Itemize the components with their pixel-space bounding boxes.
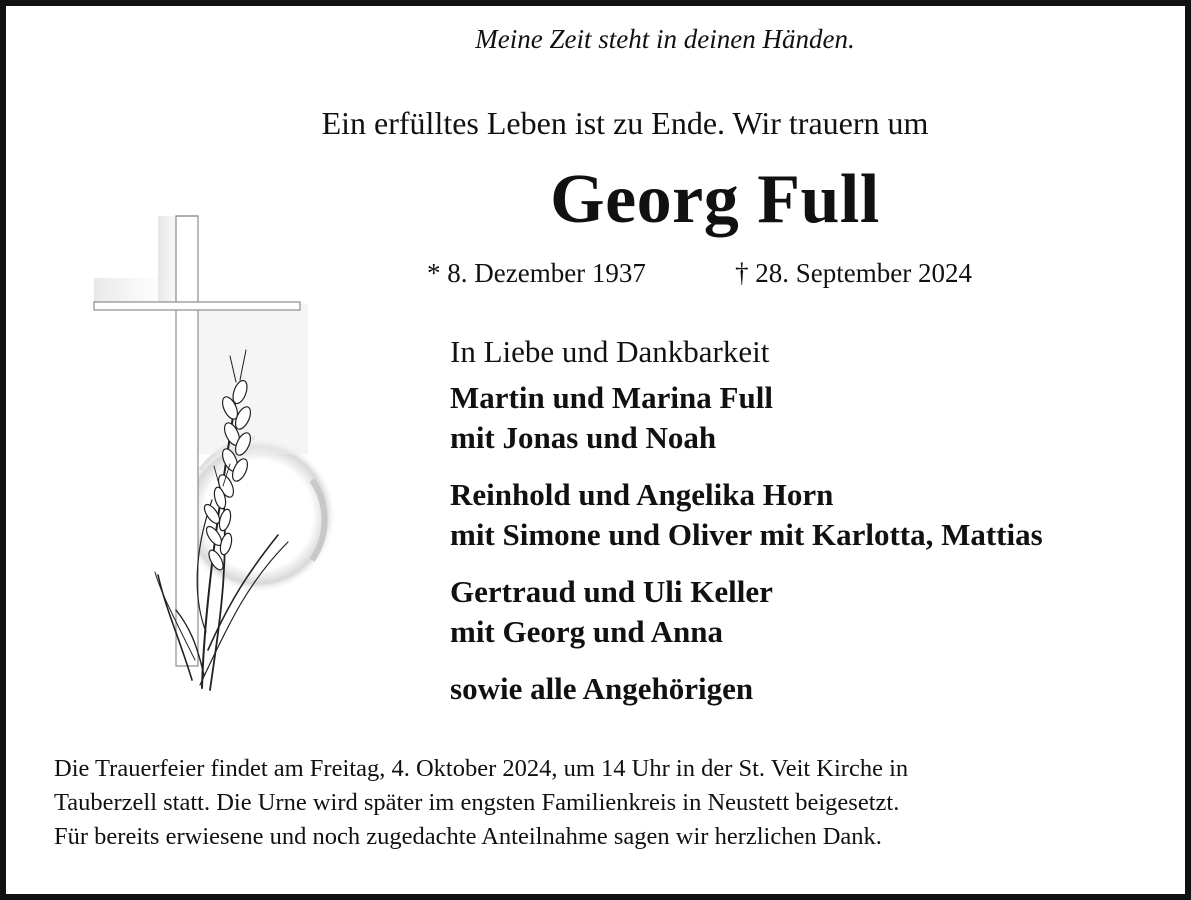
family-group xyxy=(450,475,1043,555)
intro-text: Ein erfülltes Leben ist zu Ende. Wir trauern um xyxy=(321,105,929,141)
funeral-notice xyxy=(54,752,1154,854)
cross-wheat-artwork xyxy=(80,180,380,710)
notice-line: Die Trauerfeier findet am Freitag, 4. Oktober 2024, um 14 Uhr in der St. Veit Kirche in xyxy=(54,755,909,782)
family-group xyxy=(450,378,1043,458)
motto: Meine Zeit steht in deinen Händen. xyxy=(475,24,855,54)
relatives-closing: sowie alle Angehörigen xyxy=(450,671,754,706)
deceased-name: Georg Full xyxy=(550,161,880,238)
family-group xyxy=(450,572,1043,652)
family-names: Martin und Marina Full xyxy=(450,380,773,415)
family-children: mit Jonas und Noah xyxy=(450,420,717,455)
birth-date: * 8. Dezember 1937 xyxy=(427,258,646,288)
greeting: In Liebe und Dankbarkeit xyxy=(450,334,770,369)
notice-line: Tauberzell statt. Die Urne wird später im engsten Familienkreis in Neustett beigesetzt. xyxy=(54,789,900,816)
family-children: mit Simone und Oliver mit Karlotta, Mattias xyxy=(450,517,1043,552)
family-names: Reinhold und Angelika Horn xyxy=(450,477,834,512)
family-names: Gertraud und Uli Keller xyxy=(450,574,773,609)
family-section xyxy=(450,332,1043,709)
family-children: mit Georg und Anna xyxy=(450,614,724,649)
sun-icon xyxy=(180,437,336,593)
notice-line: Für bereits erwiesene und noch zugedachte Anteilnahme sagen wir herzlichen Dank. xyxy=(54,823,882,850)
death-date: † 28. September 2024 xyxy=(735,258,972,288)
cross-icon xyxy=(94,216,308,666)
cross-wheat-svg xyxy=(80,180,380,710)
